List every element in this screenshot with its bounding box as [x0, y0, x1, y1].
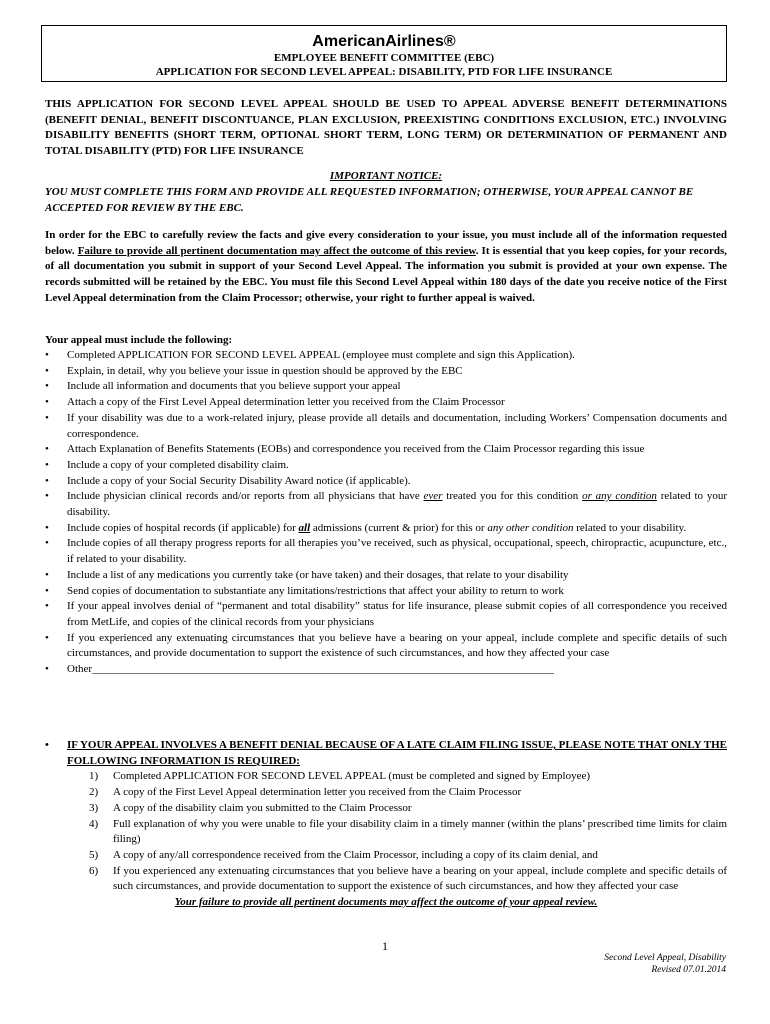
list-item: • Attach Explanation of Benefits Statements (EOBs) and correspondence you received from the Claim Processor regarding this issue: [45, 442, 727, 458]
bullet-icon: •: [45, 631, 49, 644]
instructions-part2: . It is essential that you keep copies, for your records, of all documentation you submit in support of your Second Level Appeal. The information you submit is provided at your own expense. The records submitted will be retained by the EBC. You must file this Second Level Appeal within 180 days of the date you receive notice of the First Level Appeal determination from the Claim Processor; otherwise, your right to further appeal is waived.: [45, 244, 727, 304]
list-item: • Send copies of documentation to substantiate any limitations/restrictions that affect your ability to return to work: [45, 584, 727, 600]
bullet-icon: •: [45, 380, 49, 393]
list-item: • If your appeal involves denial of “permanent and total disability” status for life insurance, please submit copies of all correspondence you received from MetLife, and copies of the clinical records from your physicians: [45, 600, 727, 628]
late-claim-list: [45, 769, 727, 895]
bullet-icon: •: [45, 443, 49, 456]
instructions-underlined: Failure to provide all pertinent documentation may affect the outcome of this review: [77, 244, 476, 257]
list-item: 3) A copy of the disability claim you submitted to the Claim Processor: [89, 801, 412, 814]
list-item: • Explain, in detail, why you believe your issue in question should be approved by the EBC: [45, 364, 727, 380]
header-box: [41, 25, 727, 82]
list-item: • Include a list of any medications you currently take (or have taken) and their dosages, that relate to your disability: [45, 568, 727, 584]
bullet-icon: •: [45, 364, 49, 377]
requirements-list: [45, 348, 727, 678]
list-item: 1) Completed APPLICATION FOR SECOND LEVEL APPEAL (must be completed and signed by Employee): [89, 770, 591, 783]
list-item: • Completed APPLICATION FOR SECOND LEVEL APPEAL (employee must complete and sign this Application).: [45, 348, 727, 364]
emphasis-any-condition: or any condition: [582, 490, 657, 503]
bullet-icon: •: [45, 568, 49, 581]
bullet-icon: •: [45, 474, 49, 487]
page-number: 1: [382, 939, 388, 953]
bullet-icon: •: [45, 396, 49, 409]
list-item: 6) If you experienced any extenuating circumstances that you believe have a bearing on your appeal, include complete and specific details of such circumstances, and provide documentation to support the existence of such circumstances, and how they affected your case: [89, 864, 727, 893]
bullet-icon: •: [45, 411, 49, 424]
form-title: APPLICATION FOR SECOND LEVEL APPEAL: DISABILITY, PTD FOR LIFE INSURANCE: [155, 66, 613, 78]
brand-title: AmericanAirlines®: [312, 33, 456, 50]
bullet-icon: •: [45, 663, 49, 676]
late-claim-heading: • IF YOUR APPEAL INVOLVES A BENEFIT DENIAL BECAUSE OF A LATE CLAIM FILING ISSUE, PLEASE NOTE THAT ONLY THE FOLLOWING INFORMATION IS REQUIRED:: [45, 739, 727, 767]
emphasis-all: all: [298, 521, 311, 534]
document-revision: [604, 952, 726, 976]
bullet-icon: •: [45, 584, 49, 597]
late-claim-section: [45, 738, 727, 911]
document-name: Second Level Appeal, Disability: [604, 953, 726, 963]
notice-text: YOU MUST COMPLETE THIS FORM AND PROVIDE ALL REQUESTED INFORMATION; OTHERWISE, YOUR APPEAL CANNOT BE ACCEPTED FOR REVIEW BY THE EBC.: [45, 186, 694, 214]
bullet-icon: •: [45, 521, 49, 534]
bullet-icon: •: [45, 537, 49, 550]
other-field: Other____________________________________________________________________________________: [67, 663, 555, 676]
instructions-part1: In order for the EBC to carefully review the facts and give every consideration to your issue, you must include all of the information requested below.: [45, 229, 727, 257]
instructions-paragraph: [45, 228, 727, 307]
late-claim-warning: Your failure to provide all pertinent documents may affect the outcome of your appeal review.: [174, 896, 598, 909]
list-item-physician-records: • Include physician clinical records and/or reports from all physicians that have ever treated you for this condition or any condition related to your disability.: [45, 490, 727, 519]
bullet-icon: •: [45, 349, 49, 361]
bullet-icon: •: [45, 600, 49, 613]
emphasis-other-condition: any other condition: [487, 521, 574, 534]
emphasis-ever: ever: [423, 490, 443, 503]
list-item: 5) A copy of any/all correspondence received from the Claim Processor, including a copy of its claim denial, and: [89, 848, 598, 861]
bullet-icon: •: [45, 739, 49, 751]
committee-title: EMPLOYEE BENEFIT COMMITTEE (EBC): [273, 52, 495, 64]
list-item: • If you experienced any extenuating circumstances that you believe have a bearing on your appeal, include complete and specific details of such circumstances, and provide documentation to support the existence of such circumstances, and how they affected your case: [45, 631, 727, 660]
list-item: • Attach a copy of the First Level Appeal determination letter you received from the Claim Processor: [45, 395, 727, 411]
intro-paragraph: THIS APPLICATION FOR SECOND LEVEL APPEAL SHOULD BE USED TO APPEAL ADVERSE BENEFIT DETERMINATIONS (BENEFIT DENIAL, BENEFIT DISCONTUANCE, PLAN EXCLUSION, PREEXISTING CONDITIONS EXCLUSION, ETC.) INVOLVING DISABILITY BENEFITS (SHORT TERM, OPTIONAL SHORT TERM, LONG TERM) OR DETERMINATION OF PERMANENT AND TOTAL DISABILITY (PTD) FOR LIFE INSURANCE: [45, 98, 727, 158]
bullet-icon: •: [45, 490, 49, 503]
list-item: • Include a copy of your Social Security Disability Award notice (if applicable).: [45, 474, 727, 490]
list-item: • Include copies of all therapy progress reports for all therapies you’ve received, such as physical, occupational, speech, chiropractic, acupuncture, etc., if related to your disability.: [45, 537, 727, 566]
list-item-hospital-records: • Include copies of hospital records (if applicable) for all admissions (current & prior) for this or any other condition related to your disability.: [45, 521, 727, 537]
notice-heading: IMPORTANT NOTICE:: [329, 170, 443, 182]
list-item: • If your disability was due to a work-related injury, please provide all details and documentation, including Workers’ Compensation documents and correspondence.: [45, 411, 727, 440]
list-item: • Include a copy of your completed disability claim.: [45, 458, 727, 474]
list-item: 4) Full explanation of why you were unable to file your disability claim in a timely manner (within the plans’ prescribed time limits for claim filing): [89, 817, 727, 846]
list-item-other: [45, 662, 727, 678]
list-item: 2) A copy of the First Level Appeal determination letter you received from the Claim Processor: [89, 786, 522, 799]
bullet-icon: •: [45, 458, 49, 471]
revision-date: Revised 07.01.2014: [651, 965, 726, 975]
requirements-heading: Your appeal must include the following:: [45, 334, 233, 346]
list-item: • Include all information and documents that you believe support your appeal: [45, 379, 727, 395]
